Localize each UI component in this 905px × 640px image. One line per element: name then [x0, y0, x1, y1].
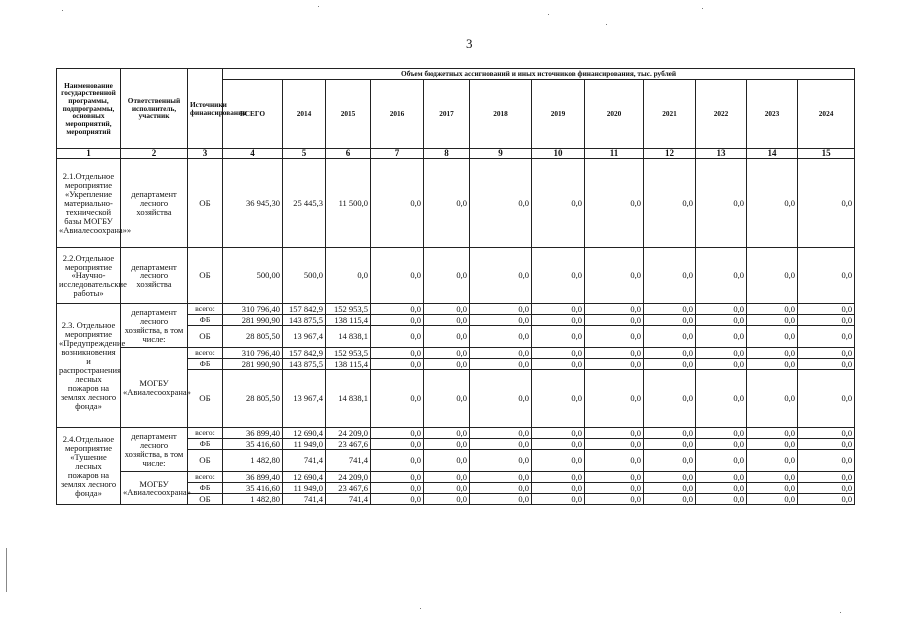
- value-cell: 0,0: [424, 450, 470, 472]
- value-cell: 0,0: [696, 359, 747, 370]
- table-row: [57, 248, 855, 304]
- value-cell: 0,0: [371, 483, 424, 494]
- value-cell: 0,0: [798, 348, 855, 359]
- value-cell: 157 842,9: [283, 348, 326, 359]
- value-cell: 0,0: [532, 326, 585, 348]
- value-cell: 138 115,4: [326, 315, 371, 326]
- value-cell: 0,0: [585, 326, 644, 348]
- value-cell: 0,0: [532, 428, 585, 439]
- table-row: [57, 348, 855, 359]
- value-cell: 0,0: [532, 483, 585, 494]
- value-cell: 0,0: [371, 359, 424, 370]
- value-cell: 0,0: [470, 370, 532, 428]
- index-cell: 2: [121, 149, 188, 159]
- value-cell: 0,0: [798, 248, 855, 304]
- value-cell: 0,0: [644, 494, 696, 505]
- value-cell: 143 875,5: [283, 359, 326, 370]
- value-cell: 0,0: [424, 304, 470, 315]
- value-cell: 0,0: [696, 450, 747, 472]
- value-cell: 0,0: [585, 450, 644, 472]
- value-cell: 0,0: [371, 304, 424, 315]
- index-cell: 13: [696, 149, 747, 159]
- value-cell: 11 500,0: [326, 159, 371, 248]
- measure-name: 2.1.Отдельное мероприятие «Укрепление материально-технической базы МОГБУ «Авиалесоохрана»»: [57, 159, 121, 248]
- value-cell: 0,0: [585, 428, 644, 439]
- value-cell: 23 467,6: [326, 483, 371, 494]
- value-cell: 0,0: [470, 439, 532, 450]
- value-cell: 0,0: [696, 159, 747, 248]
- value-cell: 0,0: [424, 439, 470, 450]
- source-cell: ФБ: [188, 483, 223, 494]
- value-cell: 0,0: [798, 315, 855, 326]
- value-cell: 11 949,0: [283, 483, 326, 494]
- value-cell: 0,0: [798, 439, 855, 450]
- value-cell: 0,0: [747, 428, 798, 439]
- value-cell: 741,4: [283, 494, 326, 505]
- value-cell: 14 838,1: [326, 326, 371, 348]
- value-cell: 0,0: [532, 450, 585, 472]
- value-cell: 0,0: [371, 159, 424, 248]
- index-cell: 14: [747, 149, 798, 159]
- index-cell: 1: [57, 149, 121, 159]
- index-cell: 5: [283, 149, 326, 159]
- value-cell: 0,0: [798, 359, 855, 370]
- value-cell: 0,0: [371, 494, 424, 505]
- value-cell: 0,0: [644, 359, 696, 370]
- header-year: 2015: [326, 80, 371, 149]
- scan-speck: [606, 24, 607, 25]
- value-cell: 0,0: [470, 248, 532, 304]
- value-cell: 0,0: [747, 359, 798, 370]
- value-cell: 0,0: [696, 494, 747, 505]
- source-cell: ФБ: [188, 359, 223, 370]
- value-cell: 13 967,4: [283, 370, 326, 428]
- header-year: 2021: [644, 80, 696, 149]
- value-cell: 0,0: [470, 315, 532, 326]
- source-cell: ФБ: [188, 439, 223, 450]
- value-cell: 0,0: [696, 248, 747, 304]
- executor-cell: департамент лесного хозяйства: [121, 159, 188, 248]
- value-cell: 157 842,9: [283, 304, 326, 315]
- value-cell: 0,0: [371, 326, 424, 348]
- value-cell: 0,0: [696, 315, 747, 326]
- source-cell: ОБ: [188, 248, 223, 304]
- value-cell: 0,0: [371, 348, 424, 359]
- value-cell: 0,0: [532, 472, 585, 483]
- value-cell: 0,0: [585, 472, 644, 483]
- header-year: 2018: [470, 80, 532, 149]
- value-cell: 0,0: [798, 472, 855, 483]
- value-cell: 0,0: [644, 248, 696, 304]
- scan-speck: [548, 14, 549, 15]
- value-cell: 25 445,3: [283, 159, 326, 248]
- value-cell: 0,0: [798, 326, 855, 348]
- value-cell: 0,0: [798, 450, 855, 472]
- scan-speck: [420, 608, 421, 609]
- index-cell: 12: [644, 149, 696, 159]
- value-cell: 36 899,40: [223, 428, 283, 439]
- value-cell: 14 838,1: [326, 370, 371, 428]
- value-cell: 0,0: [644, 315, 696, 326]
- value-cell: 0,0: [470, 450, 532, 472]
- table-row: [57, 472, 855, 483]
- value-cell: 0,0: [644, 428, 696, 439]
- executor-cell: департамент лесного хозяйства, в том числе:: [121, 304, 188, 348]
- value-cell: 0,0: [371, 450, 424, 472]
- header-executor: Ответственный исполнитель, участник: [121, 69, 188, 149]
- source-cell: всего:: [188, 428, 223, 439]
- value-cell: 12 690,4: [283, 428, 326, 439]
- value-cell: 0,0: [371, 248, 424, 304]
- value-cell: 0,0: [585, 370, 644, 428]
- value-cell: 0,0: [371, 428, 424, 439]
- source-cell: всего:: [188, 472, 223, 483]
- value-cell: 0,0: [747, 450, 798, 472]
- value-cell: 0,0: [585, 439, 644, 450]
- value-cell: 0,0: [371, 472, 424, 483]
- table-row: [57, 304, 855, 315]
- source-cell: ОБ: [188, 326, 223, 348]
- value-cell: 0,0: [470, 428, 532, 439]
- value-cell: 36 899,40: [223, 472, 283, 483]
- value-cell: 0,0: [644, 326, 696, 348]
- executor-cell: департамент лесного хозяйства: [121, 248, 188, 304]
- value-cell: 0,0: [470, 483, 532, 494]
- value-cell: 0,0: [747, 472, 798, 483]
- value-cell: 0,0: [424, 483, 470, 494]
- value-cell: 0,0: [747, 326, 798, 348]
- value-cell: 0,0: [747, 439, 798, 450]
- value-cell: 0,0: [696, 483, 747, 494]
- index-cell: 8: [424, 149, 470, 159]
- value-cell: 310 796,40: [223, 304, 283, 315]
- value-cell: 0,0: [424, 315, 470, 326]
- value-cell: 0,0: [798, 370, 855, 428]
- value-cell: 0,0: [747, 348, 798, 359]
- value-cell: 0,0: [644, 450, 696, 472]
- header-year: 2016: [371, 80, 424, 149]
- value-cell: 0,0: [696, 439, 747, 450]
- value-cell: 0,0: [798, 304, 855, 315]
- value-cell: 36 945,30: [223, 159, 283, 248]
- index-cell: 9: [470, 149, 532, 159]
- value-cell: 0,0: [644, 370, 696, 428]
- source-cell: всего:: [188, 304, 223, 315]
- index-cell: 4: [223, 149, 283, 159]
- header-year: 2020: [585, 80, 644, 149]
- table-row: [57, 159, 855, 248]
- value-cell: 143 875,5: [283, 315, 326, 326]
- executor-cell: департамент лесного хозяйства, в том числе:: [121, 428, 188, 472]
- value-cell: 310 796,40: [223, 348, 283, 359]
- value-cell: 0,0: [747, 370, 798, 428]
- header-year: 2022: [696, 80, 747, 149]
- value-cell: 13 967,4: [283, 326, 326, 348]
- measure-name: 2.3. Отдельное мероприятие «Предупреждение возникновения и распространения лесных пожаров на землях лесного фонда»: [57, 304, 121, 428]
- value-cell: 0,0: [470, 494, 532, 505]
- value-cell: 0,0: [585, 359, 644, 370]
- source-cell: ОБ: [188, 159, 223, 248]
- value-cell: 0,0: [470, 304, 532, 315]
- value-cell: 138 115,4: [326, 359, 371, 370]
- value-cell: 0,0: [798, 159, 855, 248]
- source-cell: ОБ: [188, 450, 223, 472]
- header-source: Источники финансирования: [188, 69, 223, 149]
- value-cell: 0,0: [696, 348, 747, 359]
- value-cell: 0,0: [470, 359, 532, 370]
- value-cell: 0,0: [532, 359, 585, 370]
- index-cell: 10: [532, 149, 585, 159]
- value-cell: 500,0: [283, 248, 326, 304]
- value-cell: 0,0: [644, 304, 696, 315]
- value-cell: 0,0: [424, 472, 470, 483]
- value-cell: 0,0: [470, 348, 532, 359]
- value-cell: 0,0: [585, 315, 644, 326]
- measure-name: 2.2.Отдельное мероприятие «Научно-исследовательские работы»: [57, 248, 121, 304]
- value-cell: 12 690,4: [283, 472, 326, 483]
- value-cell: 0,0: [532, 348, 585, 359]
- executor-cell: МОГБУ «Авиалесоохрана»: [121, 348, 188, 428]
- scan-speck: [702, 8, 703, 9]
- value-cell: 0,0: [424, 326, 470, 348]
- value-cell: 0,0: [798, 494, 855, 505]
- index-cell: 7: [371, 149, 424, 159]
- value-cell: 0,0: [696, 370, 747, 428]
- value-cell: 0,0: [532, 439, 585, 450]
- value-cell: 0,0: [424, 370, 470, 428]
- value-cell: 0,0: [532, 248, 585, 304]
- index-cell: 3: [188, 149, 223, 159]
- value-cell: 24 209,0: [326, 428, 371, 439]
- value-cell: 1 482,80: [223, 494, 283, 505]
- value-cell: 0,0: [424, 359, 470, 370]
- value-cell: 0,0: [585, 483, 644, 494]
- value-cell: 0,0: [532, 304, 585, 315]
- header-year: 2023: [747, 80, 798, 149]
- value-cell: 0,0: [644, 348, 696, 359]
- value-cell: 0,0: [371, 439, 424, 450]
- value-cell: 0,0: [424, 159, 470, 248]
- value-cell: 741,4: [283, 450, 326, 472]
- value-cell: 28 805,50: [223, 370, 283, 428]
- value-cell: 0,0: [747, 304, 798, 315]
- value-cell: 0,0: [470, 159, 532, 248]
- value-cell: 0,0: [644, 159, 696, 248]
- value-cell: 0,0: [696, 428, 747, 439]
- value-cell: 741,4: [326, 450, 371, 472]
- value-cell: 0,0: [747, 483, 798, 494]
- column-index-row: [57, 149, 855, 159]
- value-cell: 0,0: [747, 159, 798, 248]
- value-cell: 0,0: [532, 315, 585, 326]
- value-cell: 0,0: [424, 494, 470, 505]
- value-cell: 0,0: [747, 248, 798, 304]
- value-cell: 0,0: [532, 494, 585, 505]
- value-cell: 0,0: [696, 304, 747, 315]
- value-cell: 24 209,0: [326, 472, 371, 483]
- value-cell: 0,0: [644, 472, 696, 483]
- value-cell: 0,0: [585, 304, 644, 315]
- value-cell: 11 949,0: [283, 439, 326, 450]
- value-cell: 0,0: [644, 439, 696, 450]
- scan-speck: [62, 10, 63, 11]
- value-cell: 281 990,90: [223, 359, 283, 370]
- value-cell: 152 953,5: [326, 348, 371, 359]
- value-cell: 0,0: [798, 428, 855, 439]
- value-cell: 28 805,50: [223, 326, 283, 348]
- value-cell: 0,0: [747, 315, 798, 326]
- value-cell: 741,4: [326, 494, 371, 505]
- value-cell: 0,0: [585, 348, 644, 359]
- value-cell: 0,0: [747, 494, 798, 505]
- value-cell: 0,0: [326, 248, 371, 304]
- value-cell: 0,0: [470, 472, 532, 483]
- budget-table: [56, 68, 855, 505]
- index-cell: 6: [326, 149, 371, 159]
- value-cell: 0,0: [696, 472, 747, 483]
- value-cell: 0,0: [585, 494, 644, 505]
- value-cell: 0,0: [696, 326, 747, 348]
- value-cell: 0,0: [424, 428, 470, 439]
- measure-name: 2.4.Отдельное мероприятие «Тушение лесных пожаров на землях лесного фонда»: [57, 428, 121, 505]
- value-cell: 0,0: [470, 326, 532, 348]
- value-cell: 23 467,6: [326, 439, 371, 450]
- header-funding-group: Объем бюджетных ассигнований и иных источников финансирования, тыс. рублей: [223, 69, 855, 80]
- scan-edge-mark: [6, 548, 7, 592]
- value-cell: 0,0: [424, 348, 470, 359]
- source-cell: ФБ: [188, 315, 223, 326]
- value-cell: 0,0: [585, 159, 644, 248]
- source-cell: ОБ: [188, 494, 223, 505]
- value-cell: 0,0: [532, 370, 585, 428]
- source-cell: ОБ: [188, 370, 223, 428]
- header-year: 2014: [283, 80, 326, 149]
- table-row: [57, 428, 855, 439]
- scan-speck: [840, 612, 841, 613]
- value-cell: 0,0: [371, 315, 424, 326]
- header-name: Наименование государственной программы, подпрограммы, основных мероприятий, мероприятий: [57, 69, 121, 149]
- scan-speck: [318, 6, 319, 7]
- value-cell: 281 990,90: [223, 315, 283, 326]
- value-cell: 35 416,60: [223, 483, 283, 494]
- header-year: 2024: [798, 80, 855, 149]
- value-cell: 0,0: [644, 483, 696, 494]
- value-cell: 0,0: [371, 370, 424, 428]
- value-cell: 0,0: [424, 248, 470, 304]
- index-cell: 15: [798, 149, 855, 159]
- value-cell: 1 482,80: [223, 450, 283, 472]
- value-cell: 500,00: [223, 248, 283, 304]
- header-year: ВСЕГО: [223, 80, 283, 149]
- page-number: 3: [466, 36, 473, 51]
- value-cell: 35 416,60: [223, 439, 283, 450]
- value-cell: 0,0: [798, 483, 855, 494]
- header-year: 2019: [532, 80, 585, 149]
- value-cell: 0,0: [585, 248, 644, 304]
- executor-cell: МОГБУ «Авиалесоохрана»: [121, 472, 188, 505]
- value-cell: 0,0: [532, 159, 585, 248]
- source-cell: всего:: [188, 348, 223, 359]
- index-cell: 11: [585, 149, 644, 159]
- value-cell: 152 953,5: [326, 304, 371, 315]
- header-year: 2017: [424, 80, 470, 149]
